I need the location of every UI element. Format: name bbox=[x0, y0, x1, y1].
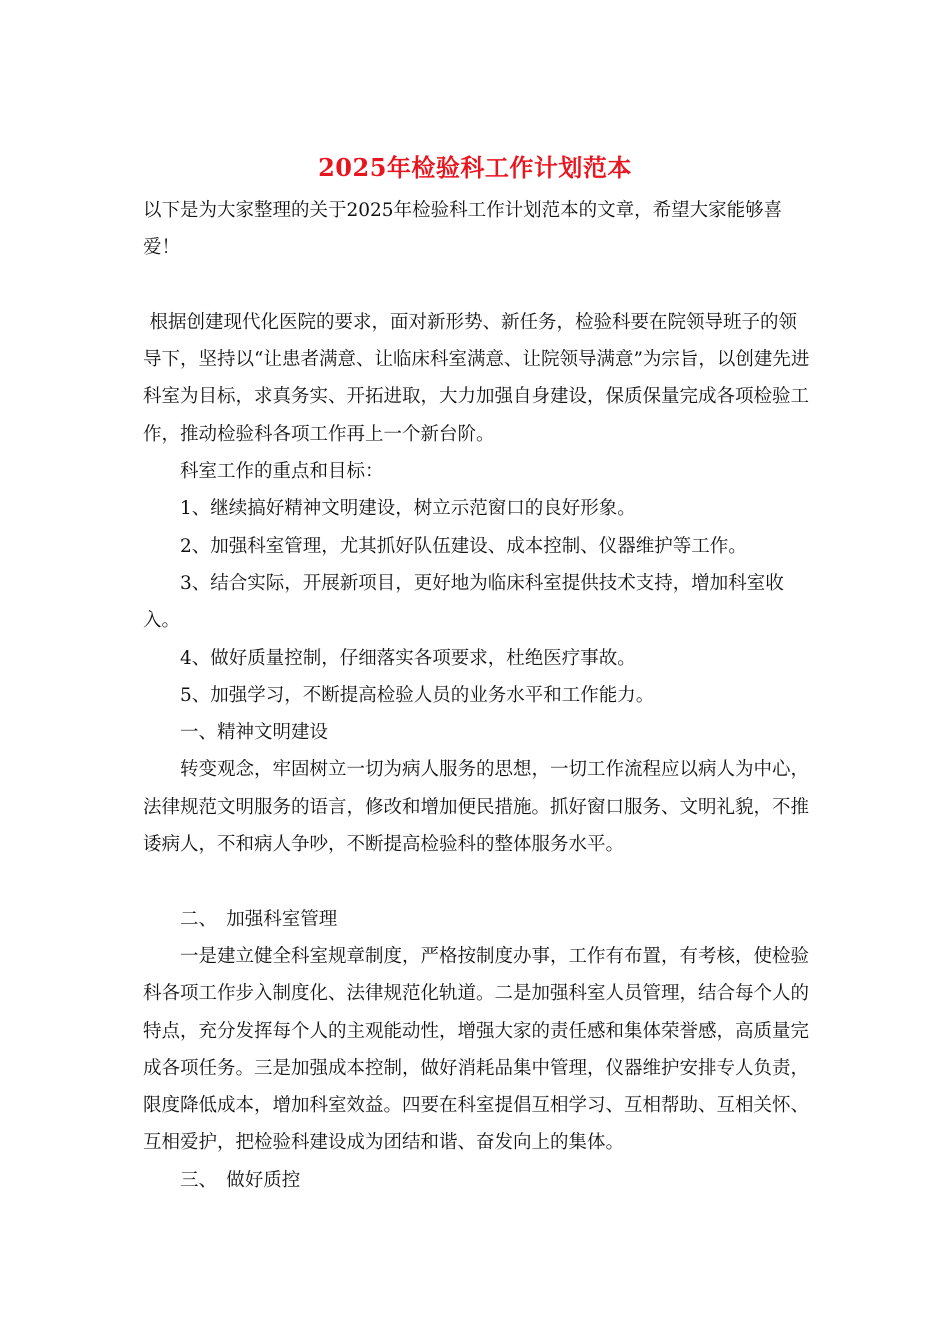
section-2-body: 一是建立健全科室规章制度，严格按制度办事，工作有布置，有考核，使检验科各项工作步入制度化、法律规范化轨道。二是加强科室人员管理，结合每个人的特点，充分发挥每个人的主观能动性，增强大家的责任感和集体荣誉感，高质量完成各项任务。三是加强成本控制，做好消耗品集中管理，仪器维护安排专人负责，限度降低成本，增加科室效益。四要在科室提倡互相学习、互相帮助、互相关怀、互相爱护，把检验科建设成为团结和谐、奋发向上的集体。 bbox=[143, 945, 810, 1154]
section-2-heading: 二、 加强科室管理 bbox=[180, 908, 338, 930]
document-title: 2025年检验科工作计划范本 bbox=[318, 153, 632, 182]
document-body bbox=[143, 192, 813, 1199]
blank-line bbox=[143, 863, 813, 900]
section-1-body: 转变观念，牢固树立一切为病人服务的思想，一切工作流程应以病人为中心，法律规范文明服务的语言，修改和增加便民措施。抓好窗口服务、文明礼貌，不推诿病人，不和病人争吵，不断提高检验科的整体服务水平。 bbox=[143, 759, 810, 856]
section-3-heading: 三、 做好质控 bbox=[180, 1169, 301, 1191]
goals-heading: 科室工作的重点和目标： bbox=[180, 461, 384, 483]
opening-paragraph: 根据创建现代化医院的要求，面对新形势、新任务，检验科要在院领导班子的领导下，坚持以“让患者满意、让临床科室满意、让院领导满意”为宗旨，以创建先进科室为目标，求真务实、开拓进取，大力加强自身建设，保质保量完成各项检验工作，推动检验科各项工作再上一个新台阶。 bbox=[143, 311, 810, 445]
goal-item-5: 5、加强学习，不断提高检验人员的业务水平和工作能力。 bbox=[180, 684, 655, 706]
goal-item-1: 1、继续搞好精神文明建设，树立示范窗口的良好形象。 bbox=[180, 498, 636, 520]
goal-item-3: 3、结合实际，开展新项目，更好地为临床科室提供技术支持，增加科室收入。 bbox=[143, 572, 784, 632]
intro-paragraph: 以下是为大家整理的关于2025年检验科工作计划范本的文章，希望大家能够喜爱！ bbox=[143, 200, 783, 259]
blank-line bbox=[143, 267, 813, 304]
goal-item-4: 4、做好质量控制，仔细落实各项要求，杜绝医疗事故。 bbox=[180, 647, 636, 669]
section-1-heading: 一、精神文明建设 bbox=[180, 722, 329, 744]
goal-item-2: 2、加强科室管理，尤其抓好队伍建设、成本控制、仪器维护等工作。 bbox=[180, 535, 747, 557]
